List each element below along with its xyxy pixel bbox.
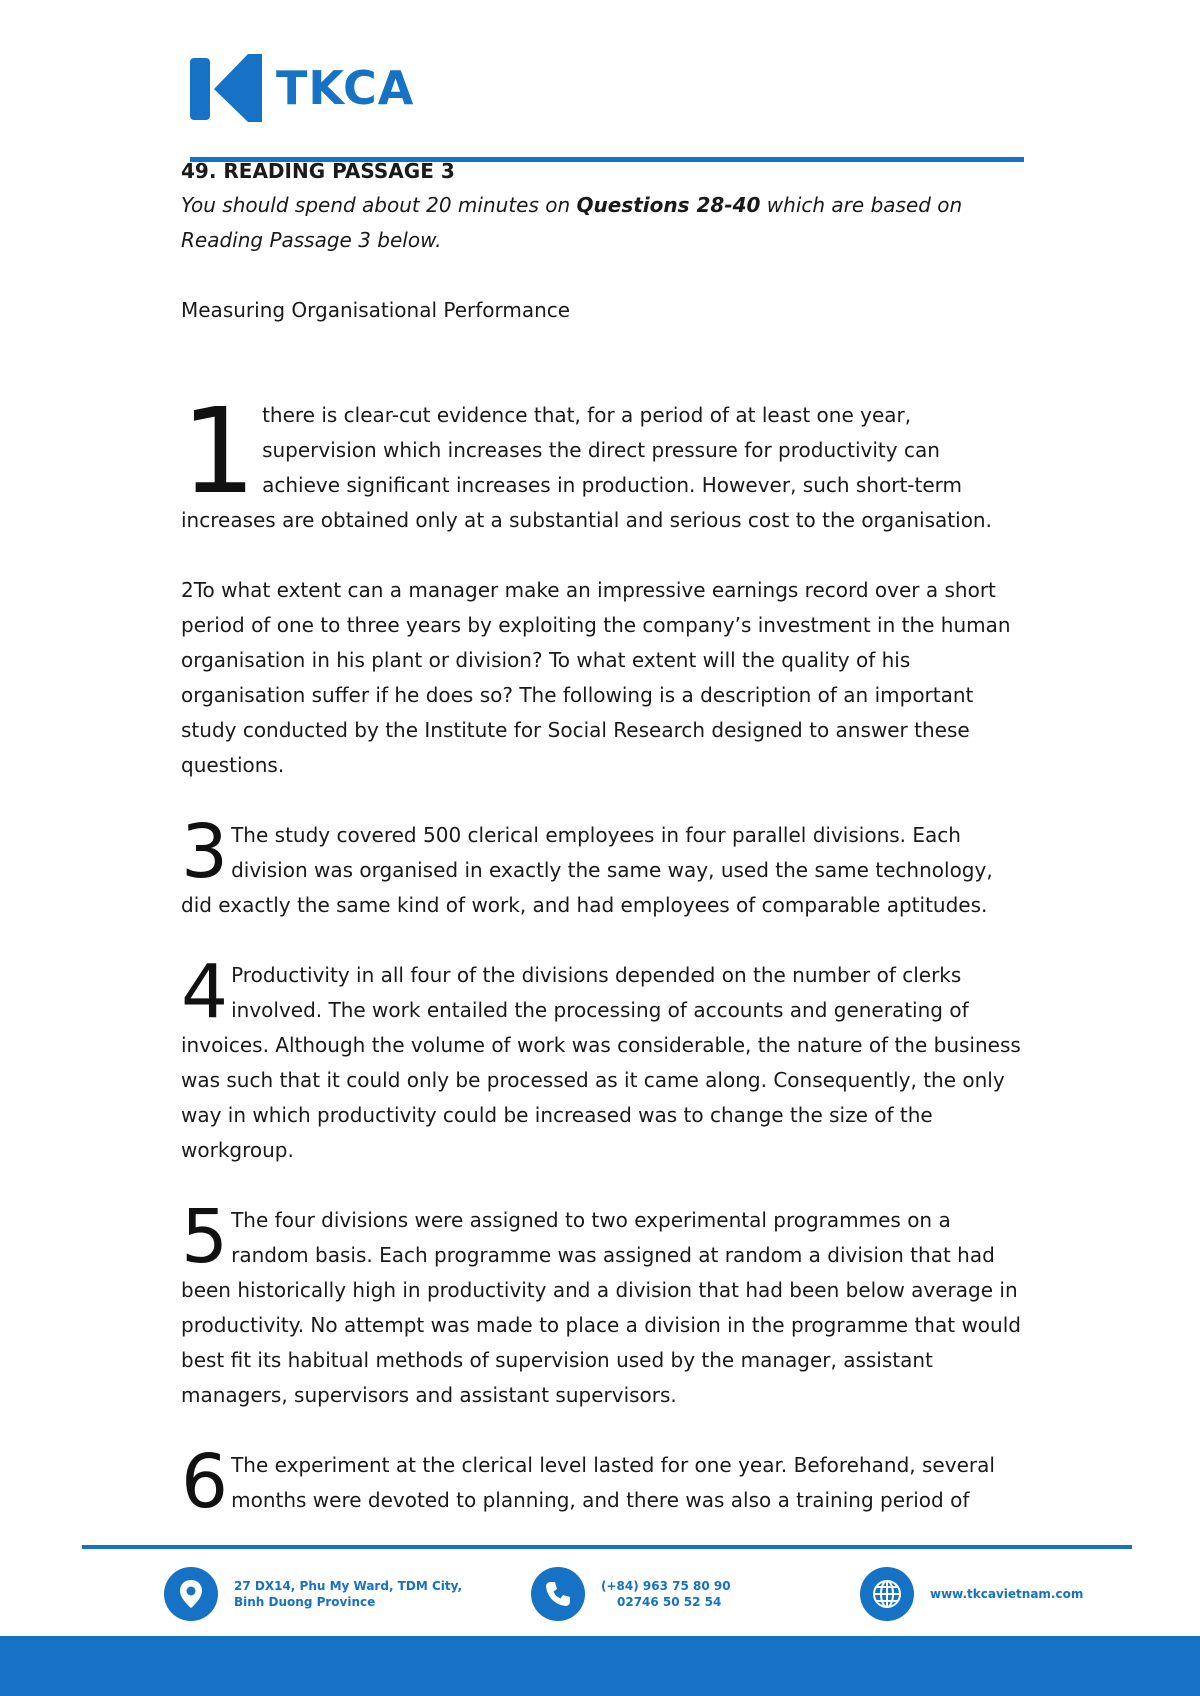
footer-website-link[interactable]: www.tkcavietnam.com [930, 1587, 1084, 1601]
footer-address-line1: 27 DX14, Phu My Ward, TDM City, [234, 1579, 463, 1593]
instructions-post: which are based on Reading Passage 3 below. [181, 193, 963, 252]
footer-phone-line2: 02746 50 52 54 [617, 1595, 722, 1609]
brand-name: TKCA [276, 61, 415, 115]
instructions-questions: Questions 28-40 [576, 193, 761, 217]
footer-phone [531, 1567, 731, 1621]
footer-bottom-bar [0, 1636, 1200, 1696]
paragraph-6 [181, 1439, 1021, 1525]
paragraph-text: The study covered 500 clerical employees in four parallel divisions. Each division was organised in exactly the same way, used the same technology, did exactly the same kind of work, and had employees of comparable aptitudes. [181, 823, 993, 917]
paragraph-text: Productivity in all four of the divisions depended on the number of clerks involved. The work entailed the processing of accounts and generating of invoices. Although the volume of work was considerable, the nature of the business was such that it could only be processed as it came along. Consequently, the only way in which productivity could be increased was to change the size of the workgroup. [181, 963, 1021, 1162]
paragraph-number: 1 [181, 382, 257, 520]
footer-website[interactable] [860, 1567, 1083, 1621]
paragraph-text: The four divisions were assigned to two experimental programmes on a random basis. Each programme was assigned at random a division that had been historically high in productivity and a division that had been below average in productivity. No attempt was made to place a division in the programme that would best fit its habitual methods of supervision used by the manager, assistant managers, supervisors and assistant supervisors. [181, 1208, 1021, 1407]
paragraph-number: 4 [181, 949, 229, 1035]
footer-address [164, 1567, 462, 1621]
footer-phone-line1: (+84) 963 75 80 90 [601, 1579, 731, 1593]
section-heading: 49. READING PASSAGE 3 [181, 159, 455, 183]
instructions [181, 188, 1021, 258]
paragraph-number: 5 [181, 1194, 229, 1280]
paragraph-text: The experiment at the clerical level lasted for one year. Beforehand, several months were devoted to planning, and there was also a training period of [231, 1453, 995, 1512]
paragraph-5 [181, 1194, 1021, 1413]
paragraph-1 [181, 382, 1021, 538]
footer-rule [82, 1545, 1132, 1549]
footer-address-line2: Binh Duong Province [234, 1595, 376, 1609]
globe-icon [860, 1567, 914, 1621]
location-pin-icon [164, 1567, 218, 1621]
brand-logo [190, 52, 414, 124]
paragraph-number: 6 [181, 1439, 229, 1525]
paragraph-4 [181, 949, 1021, 1168]
passage-title: Measuring Organisational Performance [181, 298, 571, 322]
paragraph-text: To what extent can a manager make an impressive earnings record over a short period of one to three years by exploiting the company’s investment in the human organisation in his plant or division? To what extent will the quality of his organisation suffer if he does so? The following is a description of an important study conducted by the Institute for Social Research designed to answer these questions. [181, 578, 1011, 777]
phone-icon [531, 1567, 585, 1621]
instructions-pre: You should spend about 20 minutes on [181, 193, 577, 217]
paragraph-number: 2 [181, 578, 194, 602]
paragraph-text: there is clear-cut evidence that, for a period of at least one year, supervision which increases the direct pressure for productivity can achieve significant increases in production. However, such short-term increases are obtained only at a substantial and serious cost to the organisation. [181, 403, 992, 532]
paragraph-3 [181, 809, 1021, 923]
paragraph-2 [181, 573, 1021, 783]
document-body [181, 156, 1021, 1525]
tkca-logo-mark-icon [190, 52, 262, 124]
paragraph-number: 3 [181, 809, 229, 895]
